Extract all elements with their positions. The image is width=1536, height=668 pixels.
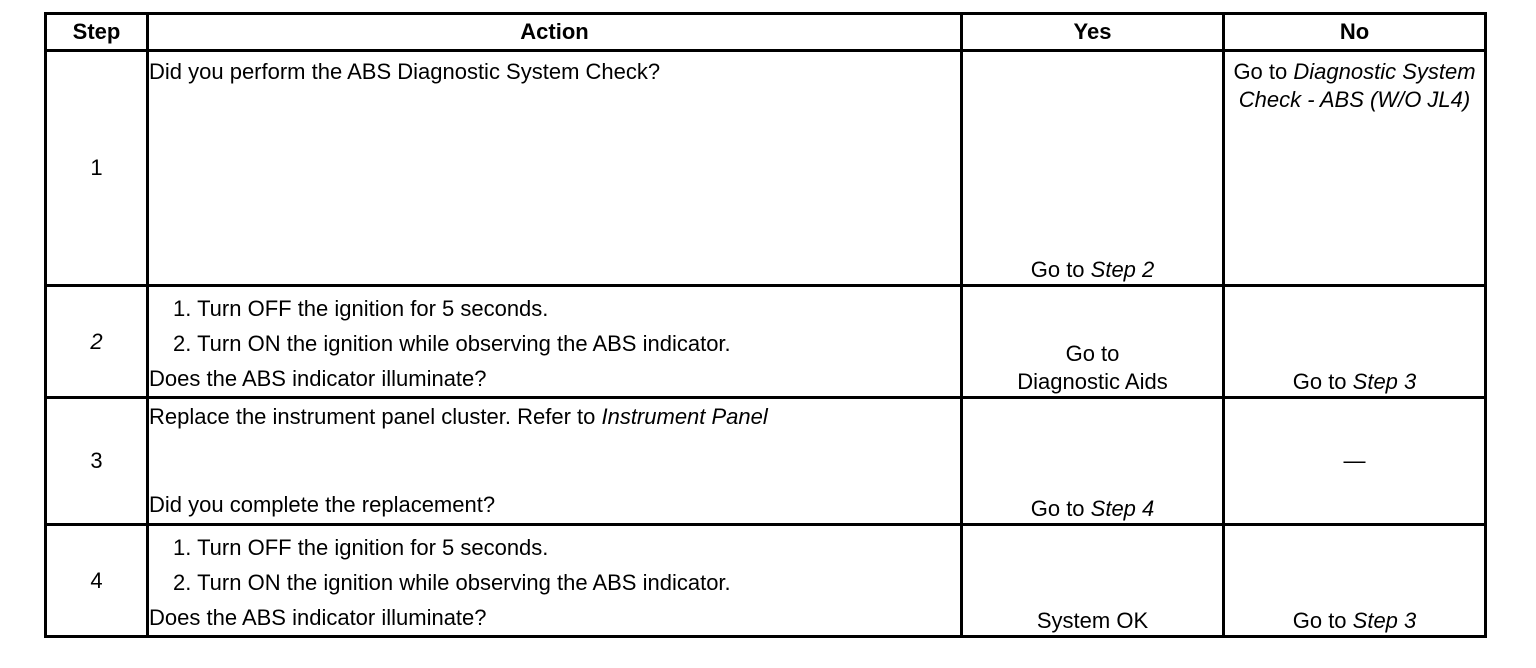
action-cell xyxy=(148,286,962,398)
action-item-1: 1. Turn OFF the ignition for 5 seconds. xyxy=(173,296,549,321)
table-row xyxy=(46,525,1486,637)
table-row xyxy=(46,286,1486,398)
yes-line-1: Go to xyxy=(1065,341,1120,366)
action-item-2: 2. Turn ON the ignition while observing the ABS indicator. xyxy=(173,570,731,595)
action-question: Does the ABS indicator illuminate? xyxy=(149,366,487,391)
header-yes: Yes xyxy=(962,14,1224,51)
yes-cell xyxy=(962,51,1224,286)
step-number-text: 2 xyxy=(90,328,103,354)
header-step: Step xyxy=(46,14,148,51)
action-item-2: 2. Turn ON the ignition while observing the ABS indicator. xyxy=(173,331,731,356)
step-number: 4 xyxy=(46,525,148,637)
no-cell xyxy=(1224,51,1486,286)
action-question: Did you perform the ABS Diagnostic System Check? xyxy=(149,59,661,84)
yes-prefix: Go to xyxy=(1030,496,1091,521)
no-cell xyxy=(1224,525,1486,637)
no-diagnostic-link[interactable]: Diagnostic System Check - ABS (W/O JL4) xyxy=(1238,59,1476,112)
step-number: 3 xyxy=(46,398,148,525)
no-cell xyxy=(1224,398,1486,525)
action-cell xyxy=(148,51,962,286)
yes-step-link[interactable]: Step 4 xyxy=(1090,496,1155,521)
step-number: 1 xyxy=(46,51,148,286)
no-dash: — xyxy=(1343,448,1366,473)
yes-system-ok: System OK xyxy=(1036,608,1149,633)
action-cell xyxy=(148,398,962,525)
header-no: No xyxy=(1224,14,1486,51)
header-action: Action xyxy=(148,14,962,51)
yes-cell xyxy=(962,286,1224,398)
yes-diagnostic-aids-link[interactable]: Diagnostic Aids xyxy=(1017,369,1168,394)
yes-step-link[interactable]: Step 2 xyxy=(1090,257,1155,282)
no-step-link[interactable]: Step 3 xyxy=(1352,369,1417,394)
action-cell xyxy=(148,525,962,637)
action-item-1: 1. Turn OFF the ignition for 5 seconds. xyxy=(173,535,549,560)
no-step-link[interactable]: Step 3 xyxy=(1352,608,1417,633)
table-row xyxy=(46,398,1486,525)
no-prefix: Go to xyxy=(1292,369,1353,394)
yes-cell xyxy=(962,398,1224,525)
action-question: Does the ABS indicator illuminate? xyxy=(149,605,487,630)
no-cell xyxy=(1224,286,1486,398)
yes-cell xyxy=(962,525,1224,637)
no-prefix: Go to xyxy=(1233,59,1294,84)
action-instruction-text: Replace the instrument panel cluster. Refer to xyxy=(149,404,602,429)
action-instruction xyxy=(149,403,768,431)
diagnostic-table xyxy=(44,12,1487,638)
table-row xyxy=(46,51,1486,286)
yes-prefix: Go to xyxy=(1030,257,1091,282)
instrument-panel-link[interactable]: Instrument Panel xyxy=(601,404,768,429)
action-question: Did you complete the replacement? xyxy=(149,492,496,517)
header-row xyxy=(46,14,1486,51)
step-number xyxy=(46,286,148,398)
no-prefix: Go to xyxy=(1292,608,1353,633)
